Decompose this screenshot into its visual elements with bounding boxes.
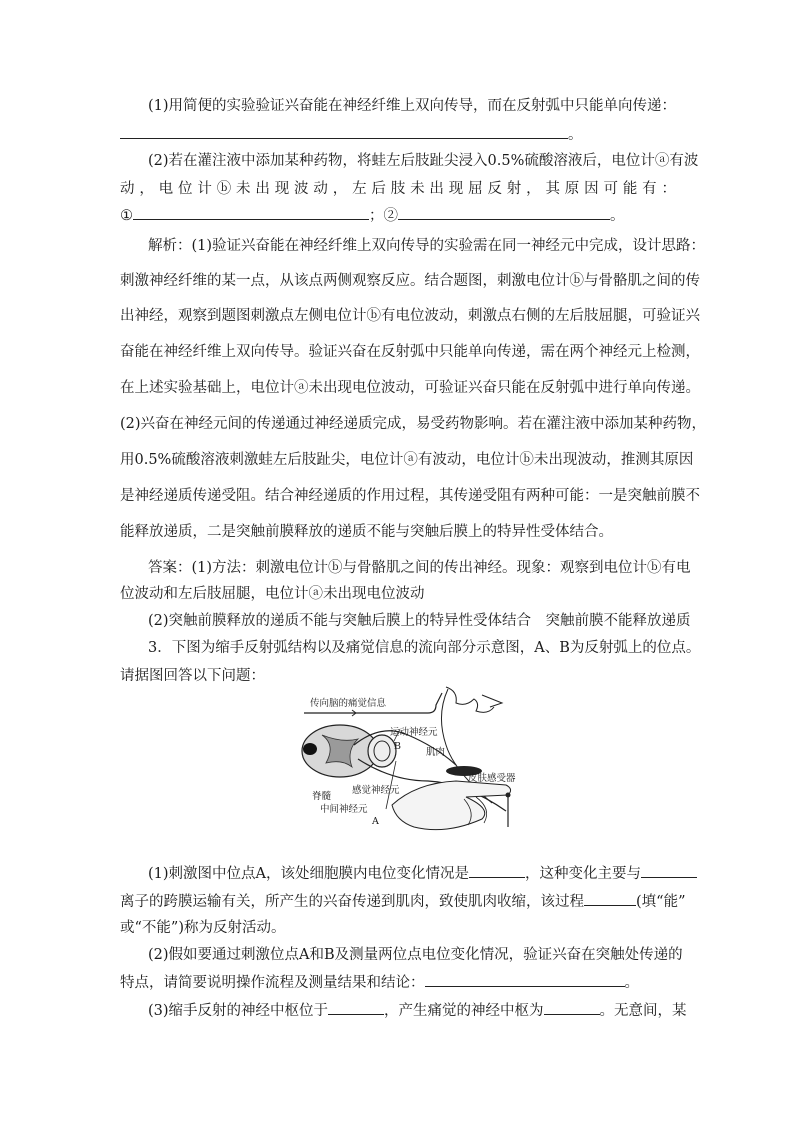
question3-line2: 请据图回答以下问题： xyxy=(120,668,265,684)
q3-part2-line2: 特点，请简要说明操作流程及测量结果和结论： 。 xyxy=(120,972,639,993)
q-part2-line3: ① ；② 。 xyxy=(120,205,625,226)
answer-line: 位波动和左后肢屈腿，电位计ⓐ未出现电位波动 xyxy=(120,586,425,602)
reflex-arc-figure xyxy=(296,685,518,840)
analysis-line: 出神经，观察到题图刺激点左侧电位计ⓑ有电位波动，刺激点右侧的左后肢屈腿，可验证兴 xyxy=(120,308,700,324)
label-motor-neuron: 运动神经元 xyxy=(390,727,438,738)
analysis-line: 在上述实验基础上，电位计ⓐ未出现电位波动，可验证兴奋只能在反射弧中进行单向传递。 xyxy=(120,380,700,396)
answer-line: (2)突触前膜释放的递质不能与突触后膜上的特异性受体结合 突触前膜不能释放递质 xyxy=(148,613,691,629)
answer-line: 答案：(1)方法：刺激电位计ⓑ与骨骼肌之间的传出神经。现象：观察到电位计ⓑ有电 xyxy=(148,560,691,576)
q3-part2-line1: (2)假如要通过刺激位点A和B及测量两位点电位变化情况，验证兴奋在突触处传递的 xyxy=(148,947,683,963)
answer-blank[interactable] xyxy=(641,863,697,878)
label-point-b: B xyxy=(394,741,401,752)
q-part1-answer-line: 。 xyxy=(120,124,583,145)
answer-blank[interactable] xyxy=(544,1000,600,1015)
answer-blank[interactable] xyxy=(398,205,610,220)
label-point-a: A xyxy=(372,816,379,827)
analysis-line: 刺激神经纤维的某一点，从该点两侧观察反应。结合题图，刺激电位计ⓑ与骨骼肌之间的传 xyxy=(120,273,700,289)
label-skin-receptor: 皮肤感受器 xyxy=(468,773,516,784)
answer-blank[interactable] xyxy=(584,891,636,906)
q3-part1-line1: (1)刺激图中位点A，该处细胞膜内电位变化情况是 ，这种变化主要与 xyxy=(148,863,697,884)
question3-line1: 3．下图为缩手反射弧结构以及痛觉信息的流向部分示意图，A、B为反射弧上的位点。 xyxy=(148,640,701,656)
analysis-line: (2)兴奋在神经元间的传递通过神经递质完成，易受药物影响。若在灌注液中添加某种药物， xyxy=(120,416,707,432)
answer-blank[interactable] xyxy=(469,863,525,878)
analysis-line: 是神经递质传递受阻。结合神经递质的作用过程，其传递受阻有两种可能：一是突触前膜不 xyxy=(120,488,700,504)
q3-part3-line1: (3)缩手反射的神经中枢位于 ，产生痛觉的神经中枢为 。无意间，某 xyxy=(148,1000,687,1021)
label-pain-to-brain: 传向脑的痛觉信息 xyxy=(310,698,387,709)
q-part1-prompt: (1)用简便的实验验证兴奋能在神经纤维上双向传导，而在反射弧中只能单向传递： xyxy=(148,98,677,114)
q3-part1-line3: 或“不能”)称为反射活动。 xyxy=(120,920,286,936)
answer-blank[interactable] xyxy=(120,124,568,139)
label-sensory-neuron: 感觉神经元 xyxy=(352,785,400,796)
analysis-line: 用0.5%硫酸溶液刺激蛙左后肢趾尖，电位计ⓐ有波动，电位计ⓑ未出现波动，推测其原因 xyxy=(120,452,694,468)
q3-part1-line2: 离子的跨膜运输有关，所产生的兴奋传递到肌肉，致使肌肉收缩，该过程 (填“能” xyxy=(120,891,685,912)
q-part2-line1: (2)若在灌注液中添加某种药物，将蛙左后肢趾尖浸入0.5%硫酸溶液后，电位计ⓐ有波 xyxy=(148,153,699,169)
label-interneuron: 中间神经元 xyxy=(320,804,368,815)
answer-blank[interactable] xyxy=(425,972,625,987)
q-part2-line2: 动，电位计ⓑ未出现波动，左后肢未出现屈反射，其原因可能有： xyxy=(120,181,676,197)
label-spinal-cord: 脊髓 xyxy=(312,791,332,802)
answer-blank[interactable] xyxy=(328,1000,384,1015)
analysis-line: 奋能在神经纤维上双向传导。验证兴奋在反射弧中只能单向传递，需在两个神经元上检测， xyxy=(120,344,700,360)
analysis-line: 解析：(1)验证兴奋能在神经纤维上双向传导的实验需在同一神经元中完成，设计思路： xyxy=(148,238,706,254)
label-muscle: 肌肉 xyxy=(426,747,446,758)
analysis-line: 能释放递质，二是突触前膜释放的递质不能与突触后膜上的特异性受体结合。 xyxy=(120,524,613,540)
answer-blank[interactable] xyxy=(133,205,369,220)
